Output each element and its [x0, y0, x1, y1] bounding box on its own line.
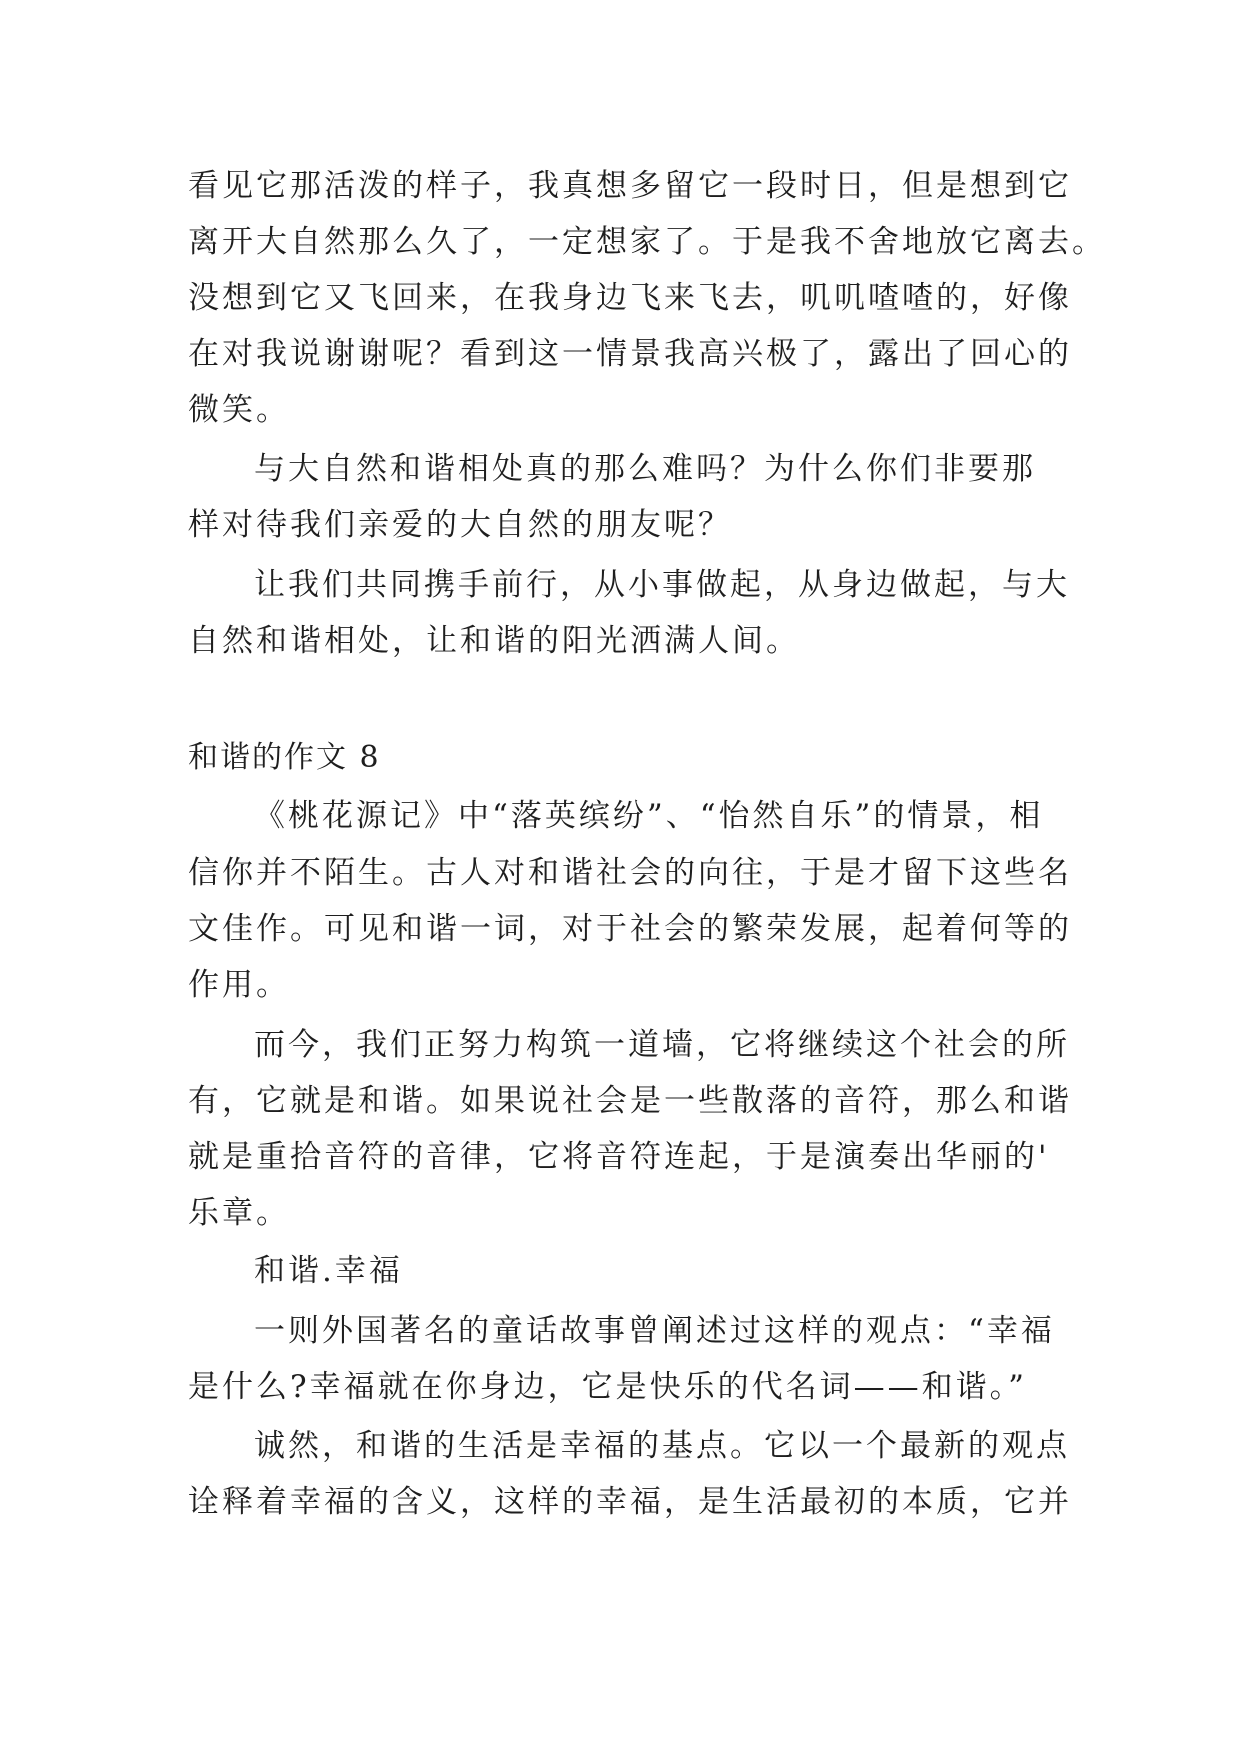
- text-line: 《桃花源记》中“落英缤纷”、“怡然自乐”的情景，相: [254, 798, 1044, 834]
- text-line: 诠释着幸福的含义，这样的幸福，是生活最初的本质，它并: [188, 1484, 1072, 1520]
- text-line: 让我们共同携手前行，从小事做起，从身边做起，与大: [254, 567, 1070, 603]
- text-line: 就是重拾音符的音律，它将音符连起，于是演奏出华丽的': [188, 1139, 1050, 1175]
- text-line: 微笑。: [188, 392, 290, 428]
- text-line: 作用。: [188, 967, 290, 1003]
- text-line: 乐章。: [188, 1195, 290, 1231]
- text-line: 和谐.幸福: [254, 1253, 403, 1289]
- text-line: 诚然，和谐的生活是幸福的基点。它以一个最新的观点: [254, 1428, 1070, 1464]
- text-line: 自然和谐相处，让和谐的阳光洒满人间。: [188, 623, 800, 659]
- section-heading: 和谐的作文 8: [188, 740, 381, 775]
- text-line: 离开大自然那么久了，一定想家了。于是我不舍地放它离去。: [188, 224, 1106, 260]
- text-line: 是什么?幸福就在你身边，它是快乐的代名词——和谐。”: [188, 1369, 1027, 1405]
- text-line: 样对待我们亲爱的大自然的朋友呢？: [188, 507, 732, 543]
- text-line: 文佳作。可见和谐一词，对于社会的繁荣发展，起着何等的: [188, 911, 1072, 947]
- text-line: 看见它那活泼的样子，我真想多留它一段时日，但是想到它: [188, 168, 1072, 204]
- text-line: 与大自然和谐相处真的那么难吗？为什么你们非要那: [254, 451, 1036, 487]
- text-line: 而今，我们正努力构筑一道墙，它将继续这个社会的所: [254, 1027, 1070, 1063]
- text-line: 在对我说谢谢呢？看到这一情景我高兴极了，露出了回心的: [188, 336, 1072, 372]
- text-line: 有，它就是和谐。如果说社会是一些散落的音符，那么和谐: [188, 1083, 1072, 1119]
- text-line: 没想到它又飞回来，在我身边飞来飞去，叽叽喳喳的，好像: [188, 280, 1072, 316]
- text-line: 信你并不陌生。古人对和谐社会的向往，于是才留下这些名: [188, 855, 1072, 891]
- text-line: 一则外国著名的童话故事曾阐述过这样的观点：“幸福: [254, 1313, 1055, 1349]
